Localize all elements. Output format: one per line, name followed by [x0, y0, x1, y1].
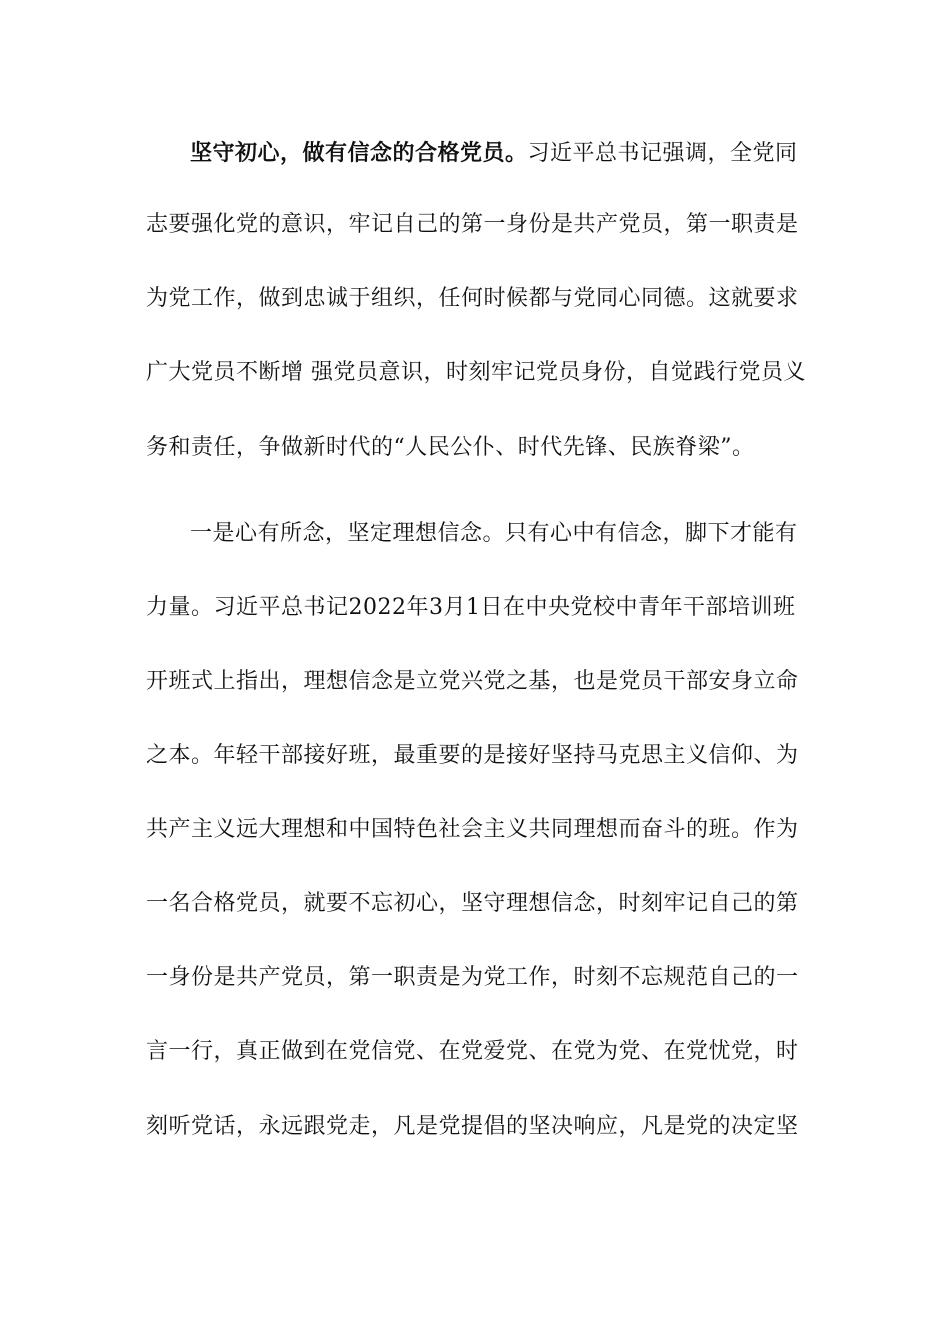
paragraph2-line9: 刻听党话，永远跟党走，凡是党提倡的坚决响应，凡是党的决定坚 [146, 1114, 799, 1139]
paragraph1-line3: 为党工作，做到忠诚于组织，任何时候都与党同心同德。这就要求 [146, 286, 799, 311]
paragraph2-line8: 言一行，真正做到在党信党、在党爱党、在党为党、在党忧党，时 [146, 1039, 799, 1064]
paragraph2-line1: 一是心有所念，坚定理想信念。只有心中有信念，脚下才能有 [190, 521, 798, 546]
paragraph1-heading: 坚守初心，做有信念的合格党员。 [190, 140, 528, 166]
paragraph1-line1-text: 习近平总书记强调，全党同 [527, 141, 798, 166]
paragraph2-line3: 开班式上指出，理想信念是立党兴党之基，也是党员干部安身立命 [146, 669, 799, 694]
paragraph1-line5: 务和责任，争做新时代的“人民公仆、时代先锋、民族脊梁”。 [146, 435, 755, 460]
paragraph2-line4: 之本。年轻干部接好班，最重要的是接好坚持马克思主义信仰、为 [146, 743, 799, 768]
paragraph2-line6: 一名合格党员，就要不忘初心，坚守理想信念，时刻牢记自己的第 [146, 891, 799, 916]
paragraph2-line7: 一身份是共产党员，第一职责是为党工作，时刻不忘规范自己的一 [146, 965, 799, 990]
paragraph2-line5: 共产主义远大理想和中国特色社会主义共同理想而奋斗的班。作为 [146, 817, 799, 842]
paragraph1-line2: 志要强化党的意识，牢记自己的第一身份是共产党员，第一职责是 [146, 212, 799, 237]
paragraph1-line1 [190, 137, 806, 169]
paragraph1-line4: 广大党员不断增 强党员意识，时刻牢记党员身份，自觉践行党员义 [146, 360, 806, 385]
paragraph2-line2: 力量。习近平总书记2022年3月1日在中央党校中青年干部培训班 [146, 595, 796, 620]
